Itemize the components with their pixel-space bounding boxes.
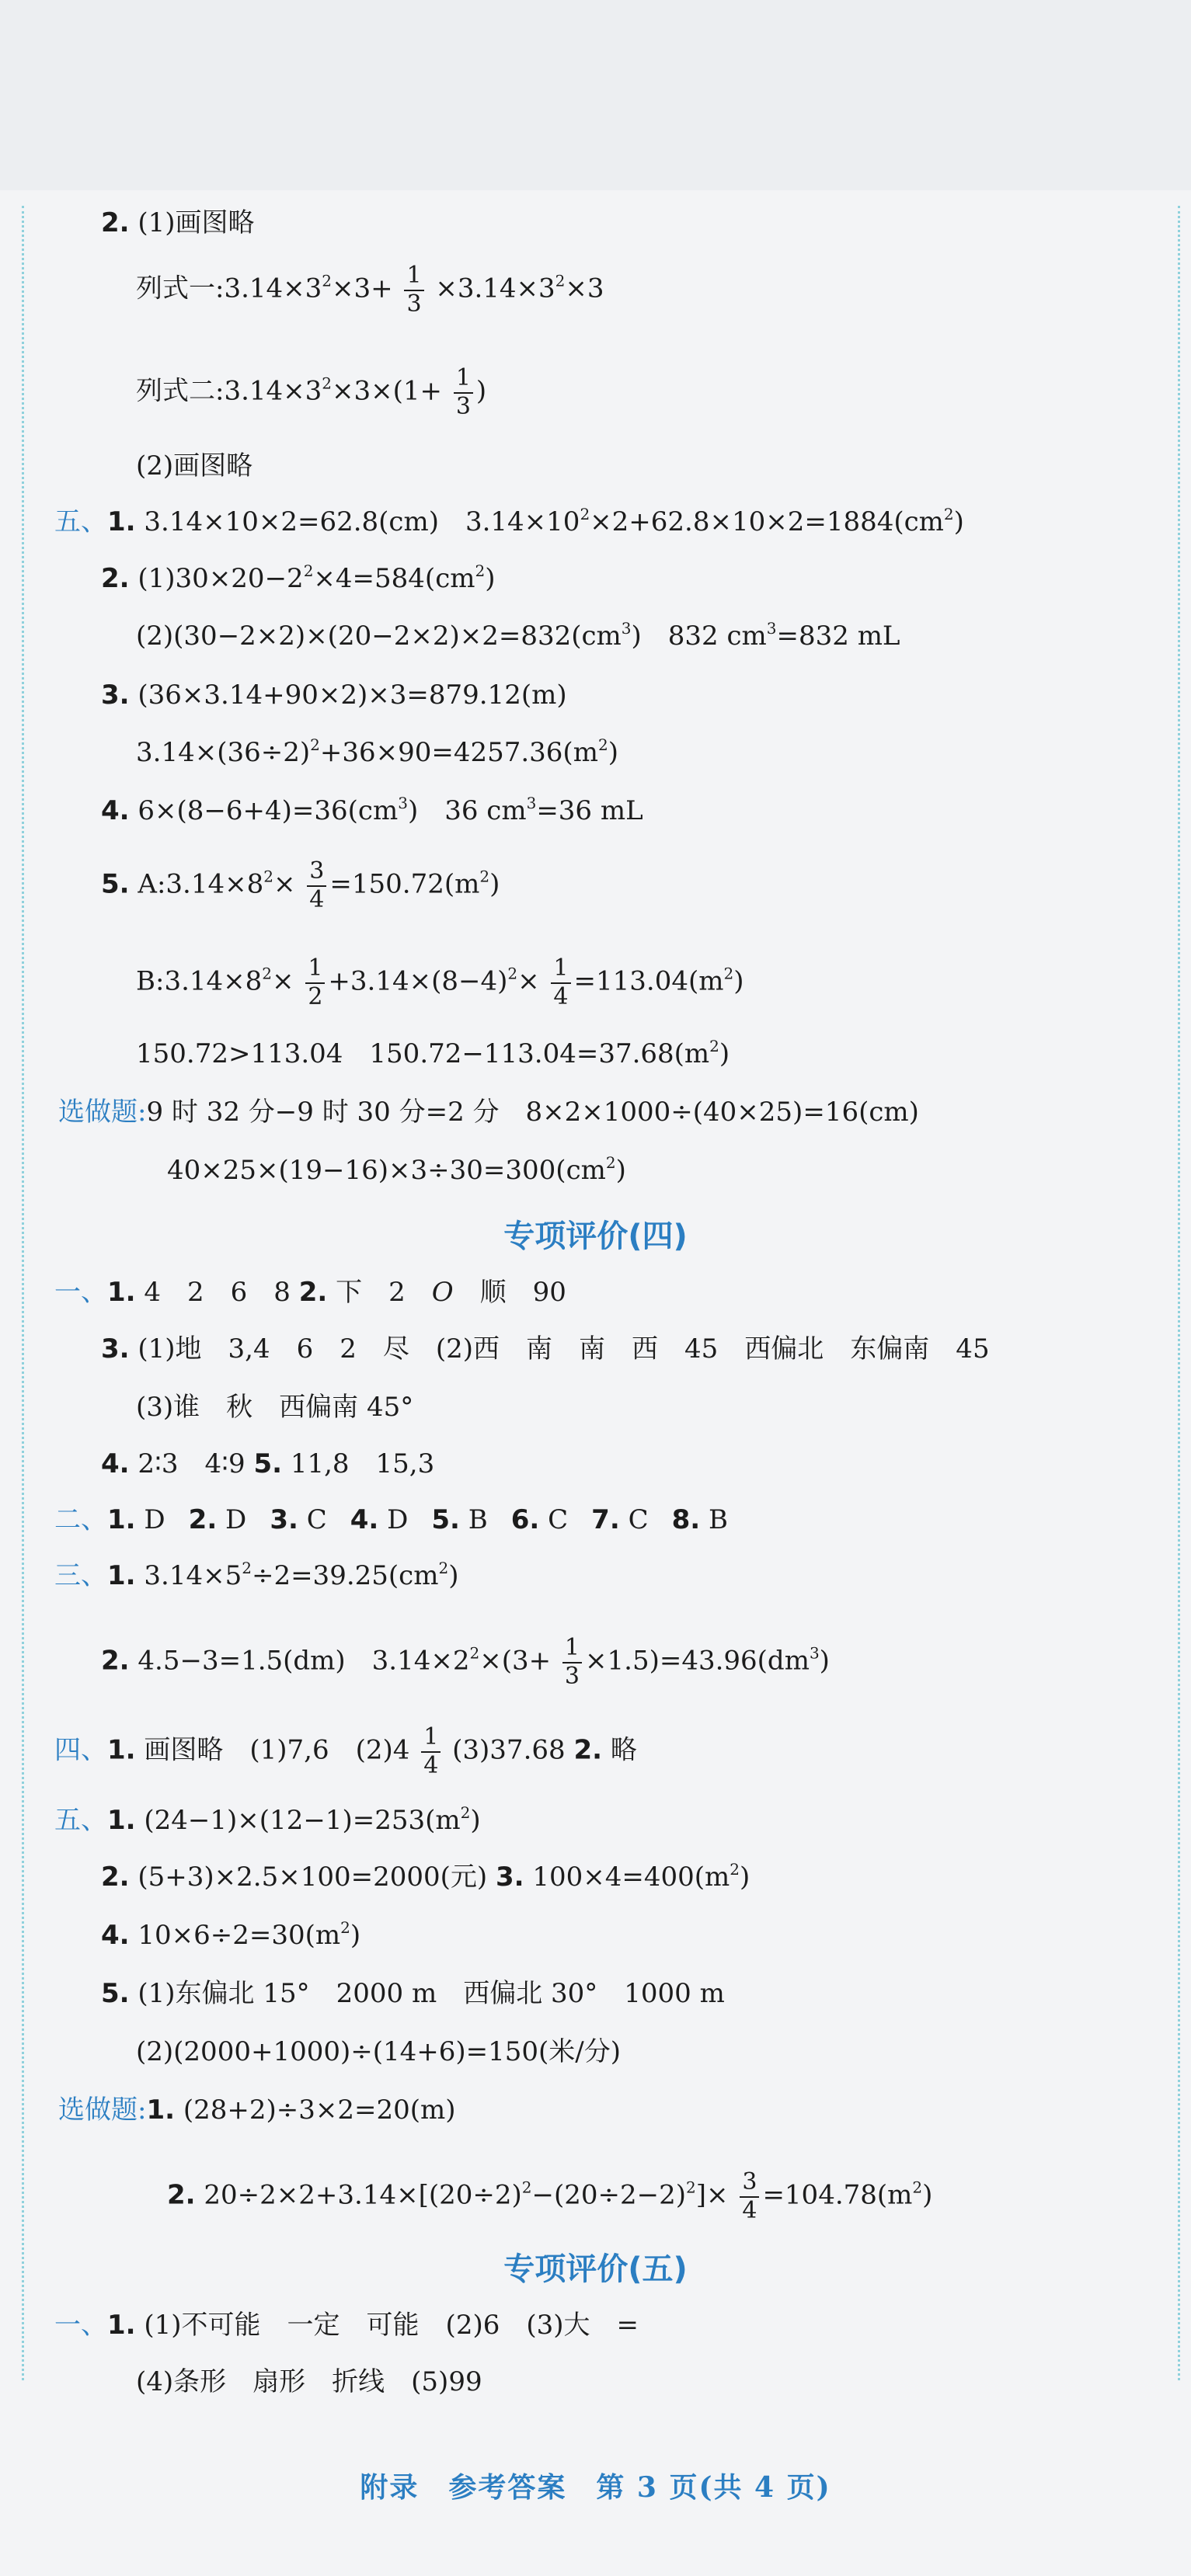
answer-text: ×3 [565, 273, 604, 304]
exponent: 2 [340, 1918, 350, 1937]
question-number: 2. [101, 207, 130, 238]
exponent: 2 [723, 964, 734, 983]
answer-text: O [431, 1277, 454, 1308]
question-number: 2. [101, 1645, 130, 1677]
exponent: 2 [460, 1803, 471, 1822]
answer-line [54, 1277, 566, 1308]
section-label: 选做题: [58, 2095, 147, 2126]
numerator: 1 [421, 1724, 441, 1753]
exponent: 3 [766, 619, 777, 638]
answer-text: +3.14×(8−4) [328, 965, 508, 997]
answer-text: 3.14×10×2=62.8(cm) 3.14×10 [144, 506, 580, 537]
question-number: 1. [107, 506, 136, 537]
answer-text: 列式一:3.14×3 [136, 273, 322, 304]
question-number: 5. [101, 868, 130, 900]
question-number: 2. [167, 2179, 196, 2211]
answer-text: ) [733, 965, 744, 997]
answer-text: 略 [610, 1734, 637, 1766]
answer-text: =36 mL [536, 795, 643, 826]
question-number: 1. [107, 1560, 136, 1591]
exponent: 2 [303, 561, 314, 580]
fraction [562, 1635, 582, 1690]
answer-text: ) [922, 2179, 933, 2211]
answer-text: B:3.14×8 [136, 965, 263, 997]
answer-line [136, 2366, 482, 2397]
answer-text: (2)(2000+1000)÷(14+6)=150(米/分) [136, 2036, 622, 2067]
answer-line [101, 858, 500, 913]
question-number: 5. [431, 1504, 460, 1535]
exponent: 2 [475, 561, 486, 580]
question-number: 1. [107, 1504, 136, 1535]
answer-text: =150.72(m [329, 868, 480, 900]
answer-text: 下 2 [336, 1277, 432, 1308]
numerator: 3 [740, 2169, 759, 2198]
question-number: 8. [671, 1504, 701, 1535]
exponent: 3 [621, 619, 632, 638]
answer-text: ) [615, 1155, 626, 1186]
denominator: 3 [455, 392, 471, 420]
answer-text: ) [448, 1560, 459, 1591]
answer-text: C [548, 1504, 569, 1535]
left-dotted-border [22, 206, 24, 2380]
answer-text: ×1.5)=43.96(dm [585, 1645, 810, 1677]
answer-line [54, 1504, 728, 1535]
question-number: 1. [107, 1277, 136, 1308]
question-number: 1. [107, 2310, 136, 2341]
answer-text: D [144, 1504, 165, 1535]
answer-text: ) [719, 1038, 730, 1069]
question-number: 3. [495, 1862, 524, 1893]
answer-text: (1)画图略 [138, 207, 255, 238]
numerator: 3 [307, 858, 326, 887]
answer-text: ) 36 cm [407, 795, 527, 826]
answer-line [136, 735, 618, 768]
answer-text: =104.78(m [762, 2179, 913, 2211]
question-number: 2. [298, 1277, 328, 1308]
answer-text: A:3.14×8 [138, 868, 264, 900]
formula-line [136, 365, 486, 420]
answer-text: ×3.14×3 [435, 273, 555, 304]
question-number: 1. [107, 1805, 136, 1836]
question-number: 1. [146, 2095, 176, 2126]
answer-text: 顺 90 [453, 1277, 566, 1308]
page-top-margin [0, 0, 1191, 190]
answer-text: 9 时 32 分−9 时 30 分=2 分 8×2×1000÷(40×25)=16(cm) [146, 1097, 919, 1128]
answer-line [54, 505, 964, 537]
answer-text: 150.72>113.04 150.72−113.04=37.68(m [136, 1038, 710, 1069]
exponent: 2 [507, 964, 518, 983]
answer-text: 6×(8−6+4)=36(cm [138, 795, 399, 826]
section-heading: 专项评价(四) [503, 1218, 688, 1254]
answer-line [54, 1559, 459, 1591]
exponent: 3 [398, 794, 408, 812]
fraction [421, 1724, 441, 1779]
answer-line [58, 1097, 919, 1128]
answer-text: 3.14×(36÷2) [136, 737, 311, 768]
exponent: 2 [263, 867, 273, 886]
answer-text: D [225, 1504, 247, 1535]
answer-line [136, 619, 900, 652]
answer-line [101, 1918, 361, 1951]
answer-text: ) [485, 563, 496, 594]
formula-line [136, 262, 604, 318]
answer-text: (2)(30−2×2)×(20−2×2)×2=832(cm [136, 621, 622, 652]
answer-text: 2∶3 4∶9 [138, 1448, 246, 1479]
answer-text: ) [489, 868, 500, 900]
answer-line [136, 955, 744, 1010]
answer-text: −(20÷2−2) [531, 2179, 687, 2211]
exponent: 2 [479, 867, 490, 886]
answer-text: D [387, 1504, 409, 1535]
answer-text: ) [819, 1645, 830, 1677]
answer-text: ×(3+ [479, 1645, 552, 1677]
exponent: 2 [580, 505, 590, 523]
answer-text: 4.5−3=1.5(dm) 3.14×2 [138, 1645, 470, 1677]
denominator: 4 [423, 1751, 439, 1779]
answer-line [136, 1392, 414, 1423]
denominator: 4 [309, 885, 325, 913]
answer-text: ) [350, 1920, 361, 1951]
exponent: 2 [469, 1643, 480, 1663]
answer-text: 100×4=400(m [532, 1862, 730, 1893]
answer-line [101, 207, 255, 238]
section-heading: 专项评价(五) [503, 2251, 688, 2287]
numerator: 1 [551, 955, 570, 984]
answer-text: ×4=584(cm [313, 563, 475, 594]
question-number: 4. [101, 1920, 130, 1951]
answer-line [58, 2095, 456, 2126]
section-label: 选做题: [58, 1097, 147, 1128]
answer-text: =113.04(m [573, 965, 724, 997]
section-label: 五、 [54, 506, 107, 537]
question-number: 2. [101, 563, 130, 594]
answer-line [101, 1980, 725, 2007]
exponent: 2 [605, 1153, 616, 1172]
answer-text: (1)地 3,4 6 2 尽 (2)西 南 南 西 45 西偏北 东偏南 45 [138, 1333, 990, 1364]
fraction [740, 2169, 759, 2224]
answer-line [101, 1448, 435, 1479]
answer-text: (3)谁 秋 西偏南 45° [136, 1392, 414, 1423]
fraction [551, 955, 570, 1010]
answer-text: C [628, 1504, 649, 1535]
question-number: 2. [573, 1734, 603, 1766]
section-label: 一、 [54, 1277, 107, 1308]
answer-line [167, 1153, 626, 1186]
answer-text: (2)画图略 [136, 450, 253, 481]
answer-text: ×3+ [332, 273, 393, 304]
section-label: 三、 [54, 1560, 107, 1591]
answer-text: B [468, 1504, 488, 1535]
section-label: 四、 [54, 1734, 107, 1766]
question-number: 3. [270, 1504, 298, 1535]
numerator: 1 [305, 955, 325, 984]
answer-text: 4 2 6 8 [144, 1277, 291, 1308]
answer-line [167, 2169, 932, 2224]
numerator: 1 [404, 262, 423, 291]
question-number: 5. [253, 1448, 283, 1479]
answer-text: × [273, 868, 296, 900]
answer-line [54, 2310, 639, 2341]
answer-text: ) [953, 506, 964, 537]
answer-line [101, 794, 643, 826]
fraction [454, 365, 473, 420]
answer-text: 40×25×(19−16)×3÷30=300(cm [167, 1155, 606, 1186]
answer-text: +36×90=4257.36(m [319, 737, 598, 768]
answer-text: ]× [695, 2179, 729, 2211]
answer-text: ×3×(1+ [332, 375, 443, 407]
answer-text: ×2+62.8×10×2=1884(cm [590, 506, 944, 537]
numerator: 1 [562, 1635, 582, 1663]
answer-line [101, 680, 567, 711]
fraction [305, 955, 325, 1010]
exponent: 2 [686, 2178, 696, 2197]
answer-line [136, 2036, 622, 2067]
answer-text: × [517, 965, 540, 997]
exponent: 2 [322, 374, 333, 393]
answer-text: ) [470, 1805, 481, 1836]
fraction [404, 262, 423, 318]
answer-line [101, 561, 496, 594]
exponent: 2 [438, 1559, 449, 1577]
answer-line [101, 1860, 750, 1893]
question-number: 4. [101, 1448, 130, 1479]
exponent: 3 [809, 1643, 820, 1663]
numerator: 1 [454, 365, 473, 394]
question-number: 5. [101, 1978, 130, 2009]
section-label: 五、 [54, 1805, 107, 1836]
question-number: 4. [350, 1504, 379, 1535]
answer-text: 11,8 15,3 [290, 1448, 435, 1479]
question-number: 1. [107, 1734, 136, 1766]
answer-text: (3)37.68 [452, 1734, 566, 1766]
answer-line [54, 1724, 637, 1779]
answer-text: (1)30×20−2 [138, 563, 304, 594]
exponent: 2 [555, 271, 566, 290]
answer-text: ) [740, 1862, 750, 1893]
answer-text: ÷2=39.25(cm [251, 1560, 439, 1591]
answer-line [54, 1803, 481, 1836]
answer-text: 20÷2×2+3.14×[(20÷2) [204, 2179, 522, 2211]
question-number: 7. [591, 1504, 620, 1535]
answer-text: ) [608, 737, 618, 768]
answer-text: (28+2)÷3×2=20(m) [183, 2095, 456, 2126]
answer-line [101, 1635, 830, 1690]
answer-text: 列式二:3.14×3 [136, 375, 322, 407]
answer-text: 画图略 (1)7,6 (2)4 [144, 1734, 410, 1766]
exponent: 2 [322, 271, 333, 290]
answer-line [136, 1037, 730, 1069]
answer-text: B [708, 1504, 728, 1535]
question-number: 2. [188, 1504, 218, 1535]
denominator: 3 [564, 1662, 580, 1690]
answer-text: C [306, 1504, 327, 1535]
denominator: 4 [553, 982, 569, 1010]
exponent: 2 [709, 1037, 719, 1055]
exponent: 2 [597, 735, 608, 754]
exponent: 2 [912, 2178, 923, 2197]
question-number: 3. [101, 680, 130, 711]
page-footer: 附录 参考答案 第 3 页(共 4 页) [360, 2471, 831, 2504]
exponent: 3 [526, 794, 537, 812]
section-label: 一、 [54, 2310, 107, 2341]
answer-text: =832 mL [776, 621, 900, 652]
answer-text: 3.14×5 [144, 1560, 242, 1591]
answer-text: ) [475, 375, 487, 407]
exponent: 2 [521, 2178, 532, 2197]
exponent: 2 [730, 1860, 740, 1879]
exponent: 2 [310, 735, 320, 754]
question-number: 3. [101, 1333, 130, 1364]
denominator: 4 [742, 2196, 757, 2224]
answer-text: (24−1)×(12−1)=253(m [144, 1805, 461, 1836]
answer-line [101, 1333, 990, 1364]
exponent: 2 [262, 964, 272, 983]
answer-text: ) 832 cm [631, 621, 767, 652]
answer-text: (1)不可能 一定 可能 (2)6 (3)大 = [144, 2310, 639, 2341]
right-dotted-border [1178, 206, 1180, 2380]
denominator: 2 [308, 982, 323, 1010]
answer-text: (36×3.14+90×2)×3=879.12(m) [138, 680, 567, 711]
denominator: 3 [406, 290, 422, 318]
exponent: 2 [242, 1559, 252, 1577]
question-number: 2. [101, 1862, 130, 1893]
answer-text: (5+3)×2.5×100=2000(元) [138, 1862, 488, 1893]
exponent: 2 [943, 505, 954, 523]
section-label: 二、 [54, 1504, 107, 1535]
answer-line [136, 450, 253, 481]
fraction [307, 858, 326, 913]
answer-text: × [272, 965, 294, 997]
answer-text: (4)条形 扇形 折线 (5)99 [136, 2366, 482, 2397]
answer-text: (1)东偏北 15° 2000 m 西偏北 30° 1000 m [138, 1978, 725, 2009]
question-number: 6. [510, 1504, 540, 1535]
question-number: 4. [101, 795, 130, 826]
answer-text: 10×6÷2=30(m [138, 1920, 341, 1951]
